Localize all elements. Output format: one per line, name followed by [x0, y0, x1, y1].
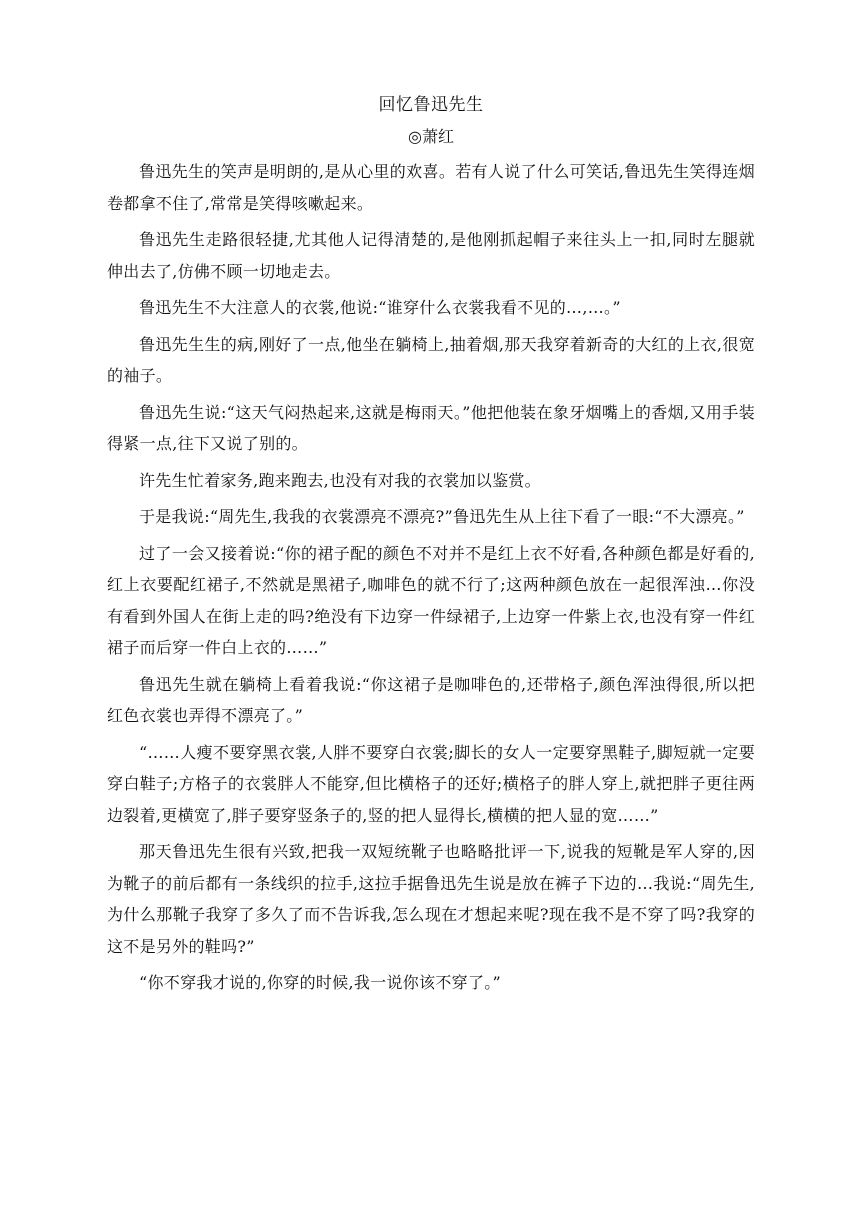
- paragraph: 那天鲁迅先生很有兴致,把我一双短统靴子也略略批评一下,说我的短靴是军人穿的,因为靴子的前后都有一条线织的拉手,这拉手据鲁迅先生说是放在裤子下边的…我说:“周先生,为什么那靴子我穿了多久了而不告诉我,怎么现在才想起来呢?现在我不是不穿了吗?我穿的这不是另外的鞋吗?”: [107, 842, 755, 956]
- paragraph: “……人瘦不要穿黑衣裳,人胖不要穿白衣裳;脚长的女人一定要穿黑鞋子,脚短就一定要穿白鞋子;方格子的衣裳胖人不能穿,但比横格子的还好;横格子的胖人穿上,就把胖子更往两边裂着,更横宽了,胖子要穿竖条子的,竖的把人显得长,横横的把人显的宽……”: [107, 742, 755, 825]
- paragraph: 鲁迅先生就在躺椅上看着我说:“你这裙子是咖啡色的,还带格子,颜色浑浊得很,所以把红色衣裳也弄得不漂亮了。”: [107, 674, 755, 725]
- paragraph: 于是我说:“周先生,我我的衣裳漂亮不漂亮?”鲁迅先生从上往下看了一眼:“不大漂亮。”: [139, 507, 745, 526]
- paragraph: 鲁迅先生说:“这天气闷热起来,这就是梅雨天。”他把他装在象牙烟嘴上的香烟,又用手装得紧一点,往下又说了别的。: [107, 402, 755, 453]
- text-column: [107, 92, 755, 1004]
- paragraph: 许先生忙着家务,跑来跑去,也没有对我的衣裳加以鉴赏。: [139, 470, 541, 490]
- paragraph: 鲁迅先生生的病,刚好了一点,他坐在躺椅上,抽着烟,那天我穿着新奇的大红的上衣,很宽的袖子。: [107, 334, 755, 385]
- paragraph: 鲁迅先生的笑声是明朗的,是从心里的欢喜。若有人说了什么可笑话,鲁迅先生笑得连烟卷都拿不住了,常常是笑得咳嗽起来。: [107, 162, 755, 213]
- paragraph: 鲁迅先生走路很轻捷,尤其他人记得清楚的,是他刚抓起帽子来往头上一扣,同时左腿就伸出去了,仿佛不顾一切地走去。: [107, 230, 755, 281]
- document-title: 回忆鲁迅先生: [378, 95, 484, 115]
- paragraph: 鲁迅先生不大注意人的衣裳,他说:“谁穿什么衣裳我看不见的…,…。”: [139, 298, 621, 317]
- paragraph: 过了一会又接着说:“你的裙子配的颜色不对并不是红上衣不好看,各种颜色都是好看的,红上衣要配红裙子,不然就是黑裙子,咖啡色的就不行了;这两种颜色放在一起很浑浊…你没有看到外国人在街上走的吗?绝没有下边穿一件绿裙子,上边穿一件紫上衣,也没有穿一件红裙子而后穿一件白上衣的……”: [107, 543, 755, 657]
- paragraph: “你不穿我才说的,你穿的时候,我一说你该不穿了。”: [139, 973, 502, 992]
- author-byline: ◎萧红: [408, 127, 454, 146]
